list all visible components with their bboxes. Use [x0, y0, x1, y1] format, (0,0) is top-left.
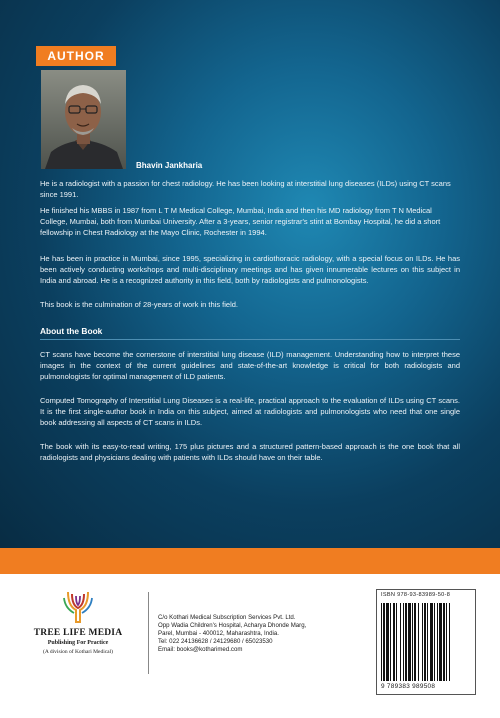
barcode-bar: [446, 603, 447, 681]
author-bio-paragraph: He is a radiologist with a passion for chest radiology. He has been looking at interstitial lung diseases (ILDs) using CT scans since 1991.: [40, 179, 451, 199]
barcode-image: [381, 603, 471, 681]
author-bio-paragraph: He finished his MBBS in 1987 from L T M Medical College, Mumbai, India and then his MD radiology from T N Medical College, Mumbai, both from Mumbai University. After a 3-years, senior registrar's stint at Bombay Hospital, he did a short fellowship in Chest Radiology at the Mayo Clinic, Rochester in 1994.: [40, 206, 441, 237]
about-book-paragraph: The book with its easy-to-read writing, 175 plus pictures and a structured pattern-based approach is the one book that all radiologists and physicians dealing with patients with ILDs should have on their table.: [40, 442, 460, 462]
author-section-label: AUTHOR: [36, 46, 116, 66]
isbn-label: ISBN 978-93-83989-50-8: [381, 592, 451, 598]
publisher-division: (A division of Kothari Medical): [43, 649, 113, 655]
barcode-bar: [393, 603, 395, 681]
publisher-name: TREE LIFE MEDIA: [33, 628, 123, 638]
author-photo: [41, 70, 126, 169]
publisher-block: [28, 588, 128, 655]
barcode-bar: [443, 603, 445, 681]
vertical-divider: [148, 592, 149, 674]
contact-line: Opp Wadia Children's Hospital, Acharya Dhonde Marg,: [158, 622, 307, 629]
contact-line: Tel: 022 24136628 / 24129680 / 65023530: [158, 638, 273, 645]
barcode-bar: [383, 603, 385, 681]
barcode-bar: [408, 603, 411, 681]
barcode-bar: [430, 603, 433, 681]
barcode-bar: [390, 603, 391, 681]
orange-accent-band: [0, 548, 500, 574]
barcode-bar: [403, 603, 404, 681]
tree-life-media-logo-icon: [58, 588, 98, 624]
contact-line: C/o Kothari Medical Subscription Services Pvt. Ltd.: [158, 614, 296, 621]
author-bio-paragraph: He has been in practice in Mumbai, since 1995, specializing in cardiothoracic radiology, with a special focus on ILDs. He has been actively conducting workshops and multi-disciplinary meetings and has given innumerable lectures on this subject in India and abroad. He is a recognized authority in this field, both by radiologists and pulmonologists.: [40, 254, 460, 285]
author-bio-paragraph: This book is the culmination of 28-years of work in this field.: [40, 300, 239, 309]
author-name: Bhavin Jankharia: [136, 161, 203, 170]
barcode-bar: [437, 603, 438, 681]
barcode-bar: [412, 603, 413, 681]
barcode-bar: [418, 603, 419, 681]
about-book-paragraph: Computed Tomography of Interstitial Lung Diseases is a real-life, practical approach to the evaluation of ILDs using CT scans. It is the first single-author book in India on this subject, aimed at radiologists and pulmonologists who need that one single book addressing all aspects of CT scans in ILDs.: [40, 396, 460, 427]
barcode-bar: [422, 603, 423, 681]
isbn-barcode-box: [376, 589, 476, 695]
barcode-bar: [381, 603, 382, 681]
about-book-paragraph: CT scans have become the cornerstone of interstitial lung disease (ILD) management. Understanding how to interpret these images in the context of the current guidelines and state-of-the-art knowledge is critical for both radiologists and pulmonologists for optimal management of ILD patients.: [40, 350, 460, 381]
barcode-bar: [396, 603, 397, 681]
section-divider: [40, 339, 460, 340]
barcode-bar: [386, 603, 389, 681]
contact-line: Parel, Mumbai - 400012, Maharashtra, India.: [158, 630, 279, 637]
barcode-bar: [427, 603, 428, 681]
publisher-contact: [158, 614, 306, 654]
barcode-bar: [414, 603, 416, 681]
barcode-bar: [424, 603, 426, 681]
barcode-bar: [400, 603, 401, 681]
barcode-bar: [434, 603, 435, 681]
barcode-bar: [405, 603, 407, 681]
barcode-bar: [449, 603, 450, 681]
author-portrait-image: [41, 70, 126, 169]
publisher-tagline: Publishing For Practice: [47, 640, 109, 646]
contact-email: Email: books@kotharimed.com: [158, 646, 243, 653]
barcode-bar: [439, 603, 442, 681]
barcode-number: 9 789383 989508: [381, 683, 436, 690]
about-book-heading: About the Book: [40, 326, 103, 336]
